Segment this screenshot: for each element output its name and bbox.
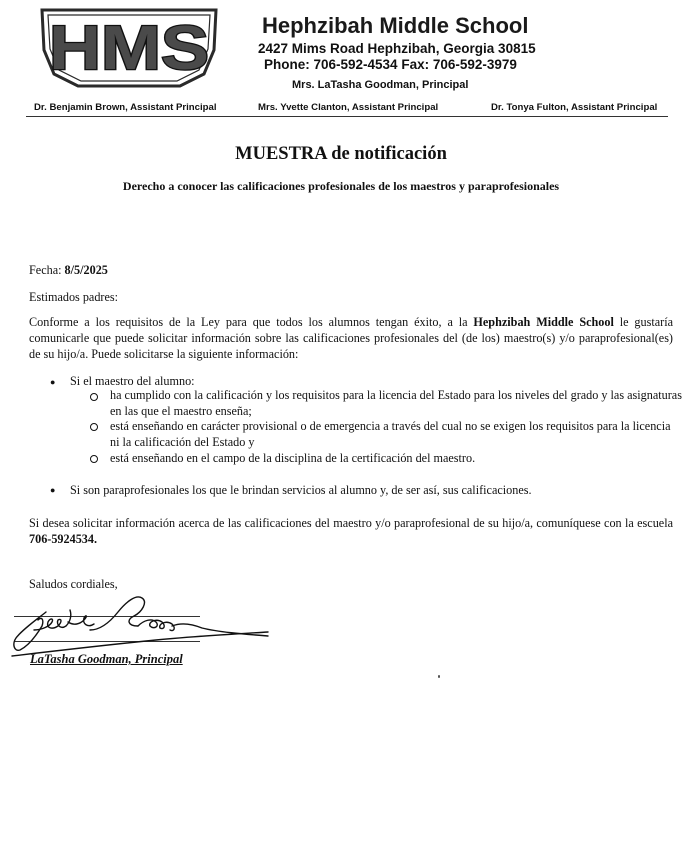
sub-bullet-circle-1: [90, 393, 98, 401]
notice-subtitle: Derecho a conocer las calificaciones profesionales de los maestros y paraprofesionales: [122, 179, 560, 193]
sub-bullet-circle-3: [90, 455, 98, 463]
signature-name: LaTasha Goodman, Principal: [30, 652, 183, 666]
intro-school-name: Hephzibah Middle School: [473, 315, 614, 329]
intro-text-end: le gustaría comunicarle que puede solicitar información sobre las calificaciones profesionales del (de los) maestro(s) y/o paraprofesional(es) de su hijo/a. Puede solicitarse la siguiente información:: [29, 315, 673, 361]
school-phone-fax: Phone: 706-592-4534 Fax: 706-592-3979: [264, 57, 517, 72]
contact-phone: 706-5924534.: [29, 531, 98, 546]
school-name: Hephzibah Middle School: [262, 13, 529, 38]
bullet-dot-2: ●: [50, 485, 56, 495]
bullet-item-teacher: Si el maestro del alumno:: [70, 374, 195, 388]
contact-text: Si desea solicitar información acerca de las calificaciones del maestro y/o paraprofesional de su hijo/a, comuníquese con la escuela: [29, 516, 673, 530]
bullet-dot-1: ●: [50, 377, 56, 387]
intro-text-start: Conforme a los requisitos de la Ley para que todos los alumnos tengan éxito, a la: [29, 315, 474, 329]
sub-item-2: está enseñando en carácter provisional o de emergencia a través del cual no se exigen los requisitos para la licencia ni la calificación del Estado y: [110, 419, 671, 449]
assistant-principal-1: Dr. Benjamin Brown, Assistant Principal: [34, 102, 217, 113]
assistant-principal-2: Mrs. Yvette Clanton, Assistant Principal: [258, 102, 439, 113]
sub-item-1: ha cumplido con la calificación y los requisitos para la licencia del Estado para los niveles del grado y las asignaturas en las que el maestro enseña;: [110, 388, 682, 418]
scan-artifact: [438, 675, 440, 678]
date-value: 8/5/2025: [64, 263, 108, 277]
principal-name: Mrs. LaTasha Goodman, Principal: [292, 79, 469, 91]
sub-item-3: está enseñando en el campo de la disciplina de la certificación del maestro.: [110, 451, 476, 465]
logo-text: HMS: [49, 14, 209, 83]
greeting: Estimados padres:: [29, 290, 119, 304]
closing: Saludos cordiales,: [29, 577, 118, 591]
date-line: [29, 263, 108, 279]
school-logo: [36, 6, 222, 88]
date-label: Fecha:: [29, 263, 62, 277]
letterhead-divider: [26, 116, 668, 117]
notice-title: MUESTRA de notificación: [235, 144, 447, 164]
school-address: 2427 Mims Road Hephzibah, Georgia 30815: [258, 41, 536, 56]
intro-paragraph: [29, 315, 673, 363]
contact-paragraph: [29, 516, 673, 548]
sub-bullet-circle-2: [90, 423, 98, 431]
assistant-principal-3: Dr. Tonya Fulton, Assistant Principal: [491, 102, 658, 113]
bullet-item-paraprofessional: Si son paraprofesionales los que le brindan servicios al alumno y, de ser así, sus calificaciones.: [70, 483, 532, 497]
